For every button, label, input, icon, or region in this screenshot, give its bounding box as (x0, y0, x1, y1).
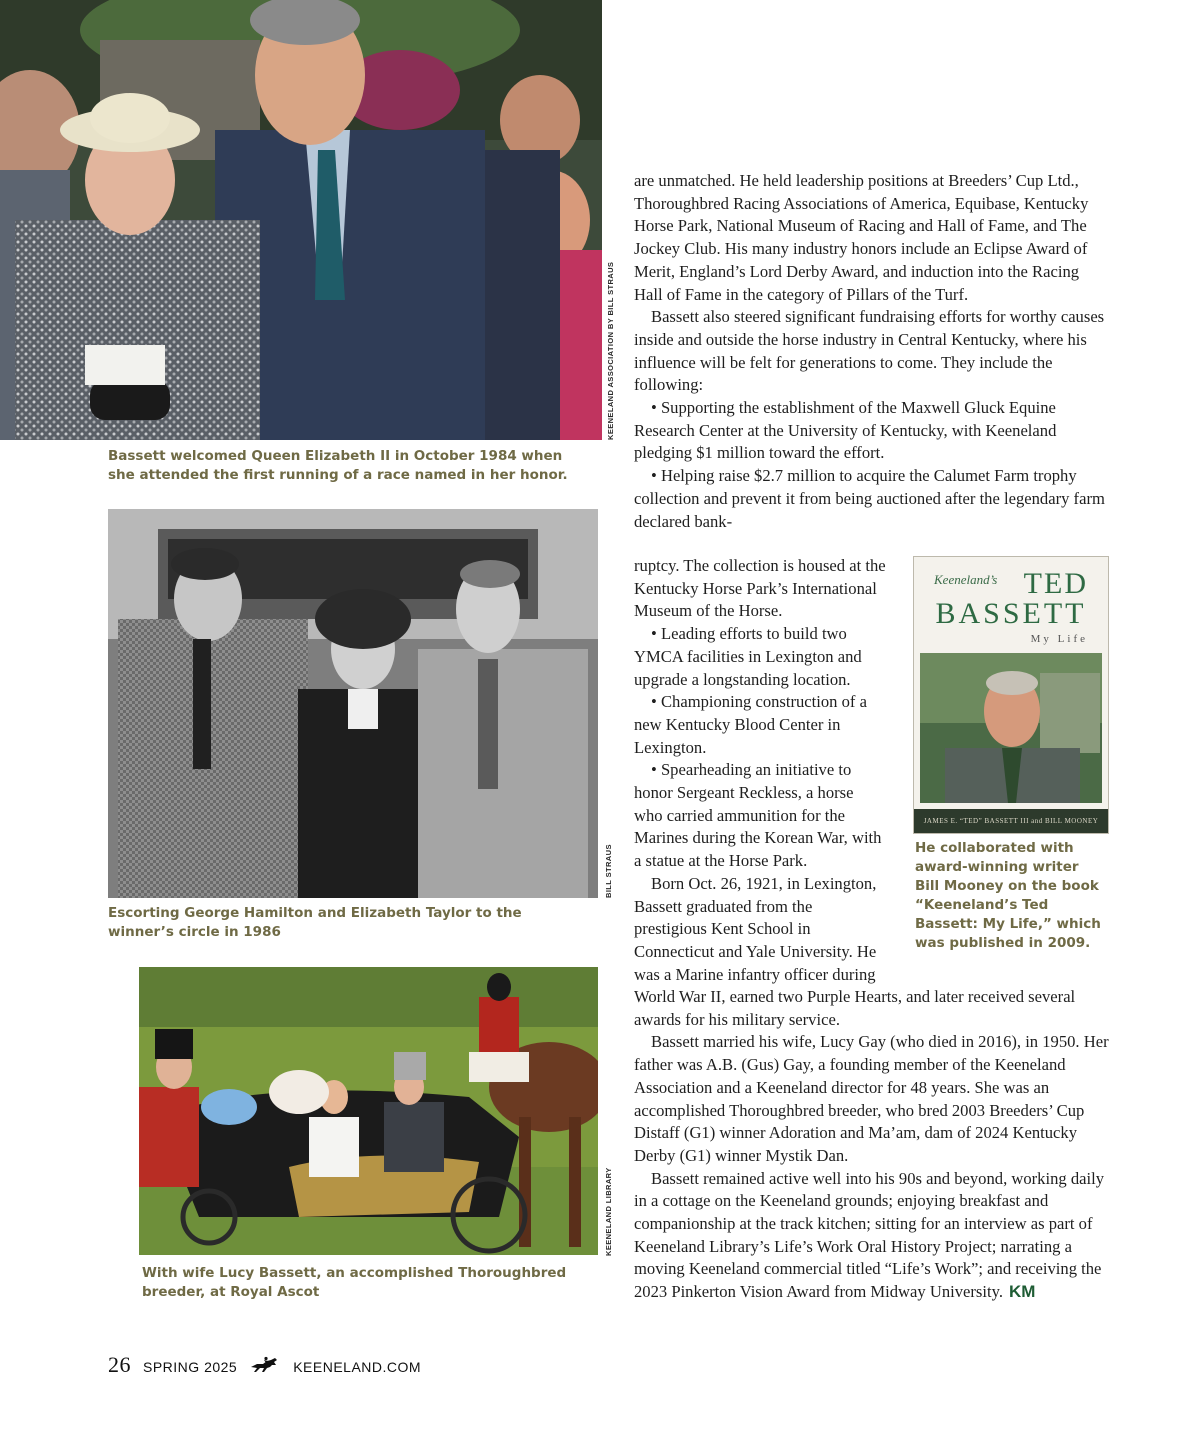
article-paragraph: Born Oct. 26, 1921, in Lexington, Bassett graduated from the prestigious Kent School in Connecticut and Yale University. He was a Marine infantry officer during (634, 873, 877, 984)
article-paragraph: Bassett married his wife, Lucy Gay (who died in 2016), in 1950. Her father was A.B. (Gus) Gay, a founding member of the Keeneland Association and a Keeneland director for 48 years. She was an accomplished Thoroughbred breeder, who bred 2003 Breeders’ Cup Distaff (G1) winner Adoration and Ma’am, dam of 2024 Kentucky Derby (G1) winner Mystik Dan. (634, 1032, 1109, 1165)
book-cover-title-1: TED (1023, 567, 1088, 600)
article-paragraph: Bassett also steered significant fundraising efforts for worthy causes inside and outside the horse industry in Central Kentucky, where his influence will be felt for generations to come. They include the following: (634, 307, 1105, 395)
page-number: 26 (108, 1352, 131, 1377)
article-paragraph (634, 1168, 1110, 1304)
photo-royal-ascot (139, 967, 598, 1255)
article-body-narrow (634, 555, 886, 986)
page-footer (108, 1352, 421, 1378)
end-mark: KM (1008, 1282, 1036, 1302)
book-cover-subtitle: My Life (1030, 633, 1088, 645)
book-cover-title-2: BASSETT (935, 597, 1087, 630)
book-cover-portrait (920, 653, 1102, 803)
horse-and-jockey-icon (249, 1356, 281, 1374)
photo-hamilton-taylor (108, 509, 598, 898)
photo-credit-queen: KEENELAND ASSOCIATION BY BILL STRAUS (606, 261, 615, 440)
website-label: KEENELAND.COM (293, 1359, 422, 1375)
article-body-top (634, 170, 1110, 533)
book-cover-brand: Keeneland’s (934, 572, 998, 587)
photo-credit-hamilton-taylor: BILL STRAUS (604, 844, 613, 898)
photo-credit-ascot: KEENELAND LIBRARY (604, 1167, 613, 1256)
article-bullet: • Leading efforts to build two YMCA facilities in Lexington and upgrade a longstanding location. (634, 624, 862, 689)
article-bullet: • Helping raise $2.7 million to acquire the Calumet Farm trophy collection and prevent it from being auctioned after the legendary farm declared bank- (634, 466, 1105, 531)
article-paragraph: ruptcy. The collection is housed at the Kentucky Horse Park’s International Museum of the Horse. (634, 556, 886, 621)
article-bullet: • Championing construction of a new Kentucky Blood Center in Lexington. (634, 692, 867, 757)
article-paragraph: are unmatched. He held leadership positions at Breeders’ Cup Ltd., Thoroughbred Racing Associations of America, Equibase, Kentucky Horse Park, National Museum of Racing and Hall of Fame, and The Jockey Club. His many industry honors include an Eclipse Award of Merit, England’s Lord Derby Award, and induction into the Racing Hall of Fame in the category of Pillars of the Turf. (634, 171, 1089, 304)
caption-hamilton-taylor: Escorting George Hamilton and Elizabeth Taylor to the winner’s circle in 1986 (108, 905, 522, 940)
caption-ascot: With wife Lucy Bassett, an accomplished Thoroughbred breeder, at Royal Ascot (142, 1265, 567, 1300)
issue-label: SPRING 2025 (143, 1359, 238, 1375)
book-cover (913, 556, 1109, 834)
caption-book: He collaborated with award-winning writer Bill Mooney on the book “Keeneland’s Ted Bassett: My Life,” which was published in 2009. (915, 840, 1101, 951)
article-closing-text: Bassett remained active well into his 90s and beyond, working daily in a cottage on the Keeneland grounds; enjoying breakfast and companionship at the track kitchen; sitting for an interview as part of Keeneland Library’s Life’s Work Oral History Project; narrating a moving Keeneland commercial titled “Life’s Work”; and receiving the 2023 Pinkerton Vision Award from Midway University. (634, 1168, 1105, 1302)
article-bullet: • Spearheading an initiative to honor Sergeant Reckless, a horse who carried ammunition for the Marines during the Korean War, with a statue at the Horse Park. (634, 760, 882, 871)
photo-queen-elizabeth (0, 0, 602, 440)
article-paragraph: World War II, earned two Purple Hearts, and later received several awards for his military service. (634, 987, 1076, 1029)
caption-queen: Bassett welcomed Queen Elizabeth II in October 1984 when she attended the first running of a race named in her honor. (108, 448, 568, 483)
article-body-bottom (634, 986, 1110, 1304)
article-bullet: • Supporting the establishment of the Maxwell Gluck Equine Research Center at the University of Kentucky, with Keeneland pledging $1 million toward the effort. (634, 398, 1057, 463)
book-cover-authors: JAMES E. “TED” BASSETT III and BILL MOONEY (914, 809, 1108, 833)
